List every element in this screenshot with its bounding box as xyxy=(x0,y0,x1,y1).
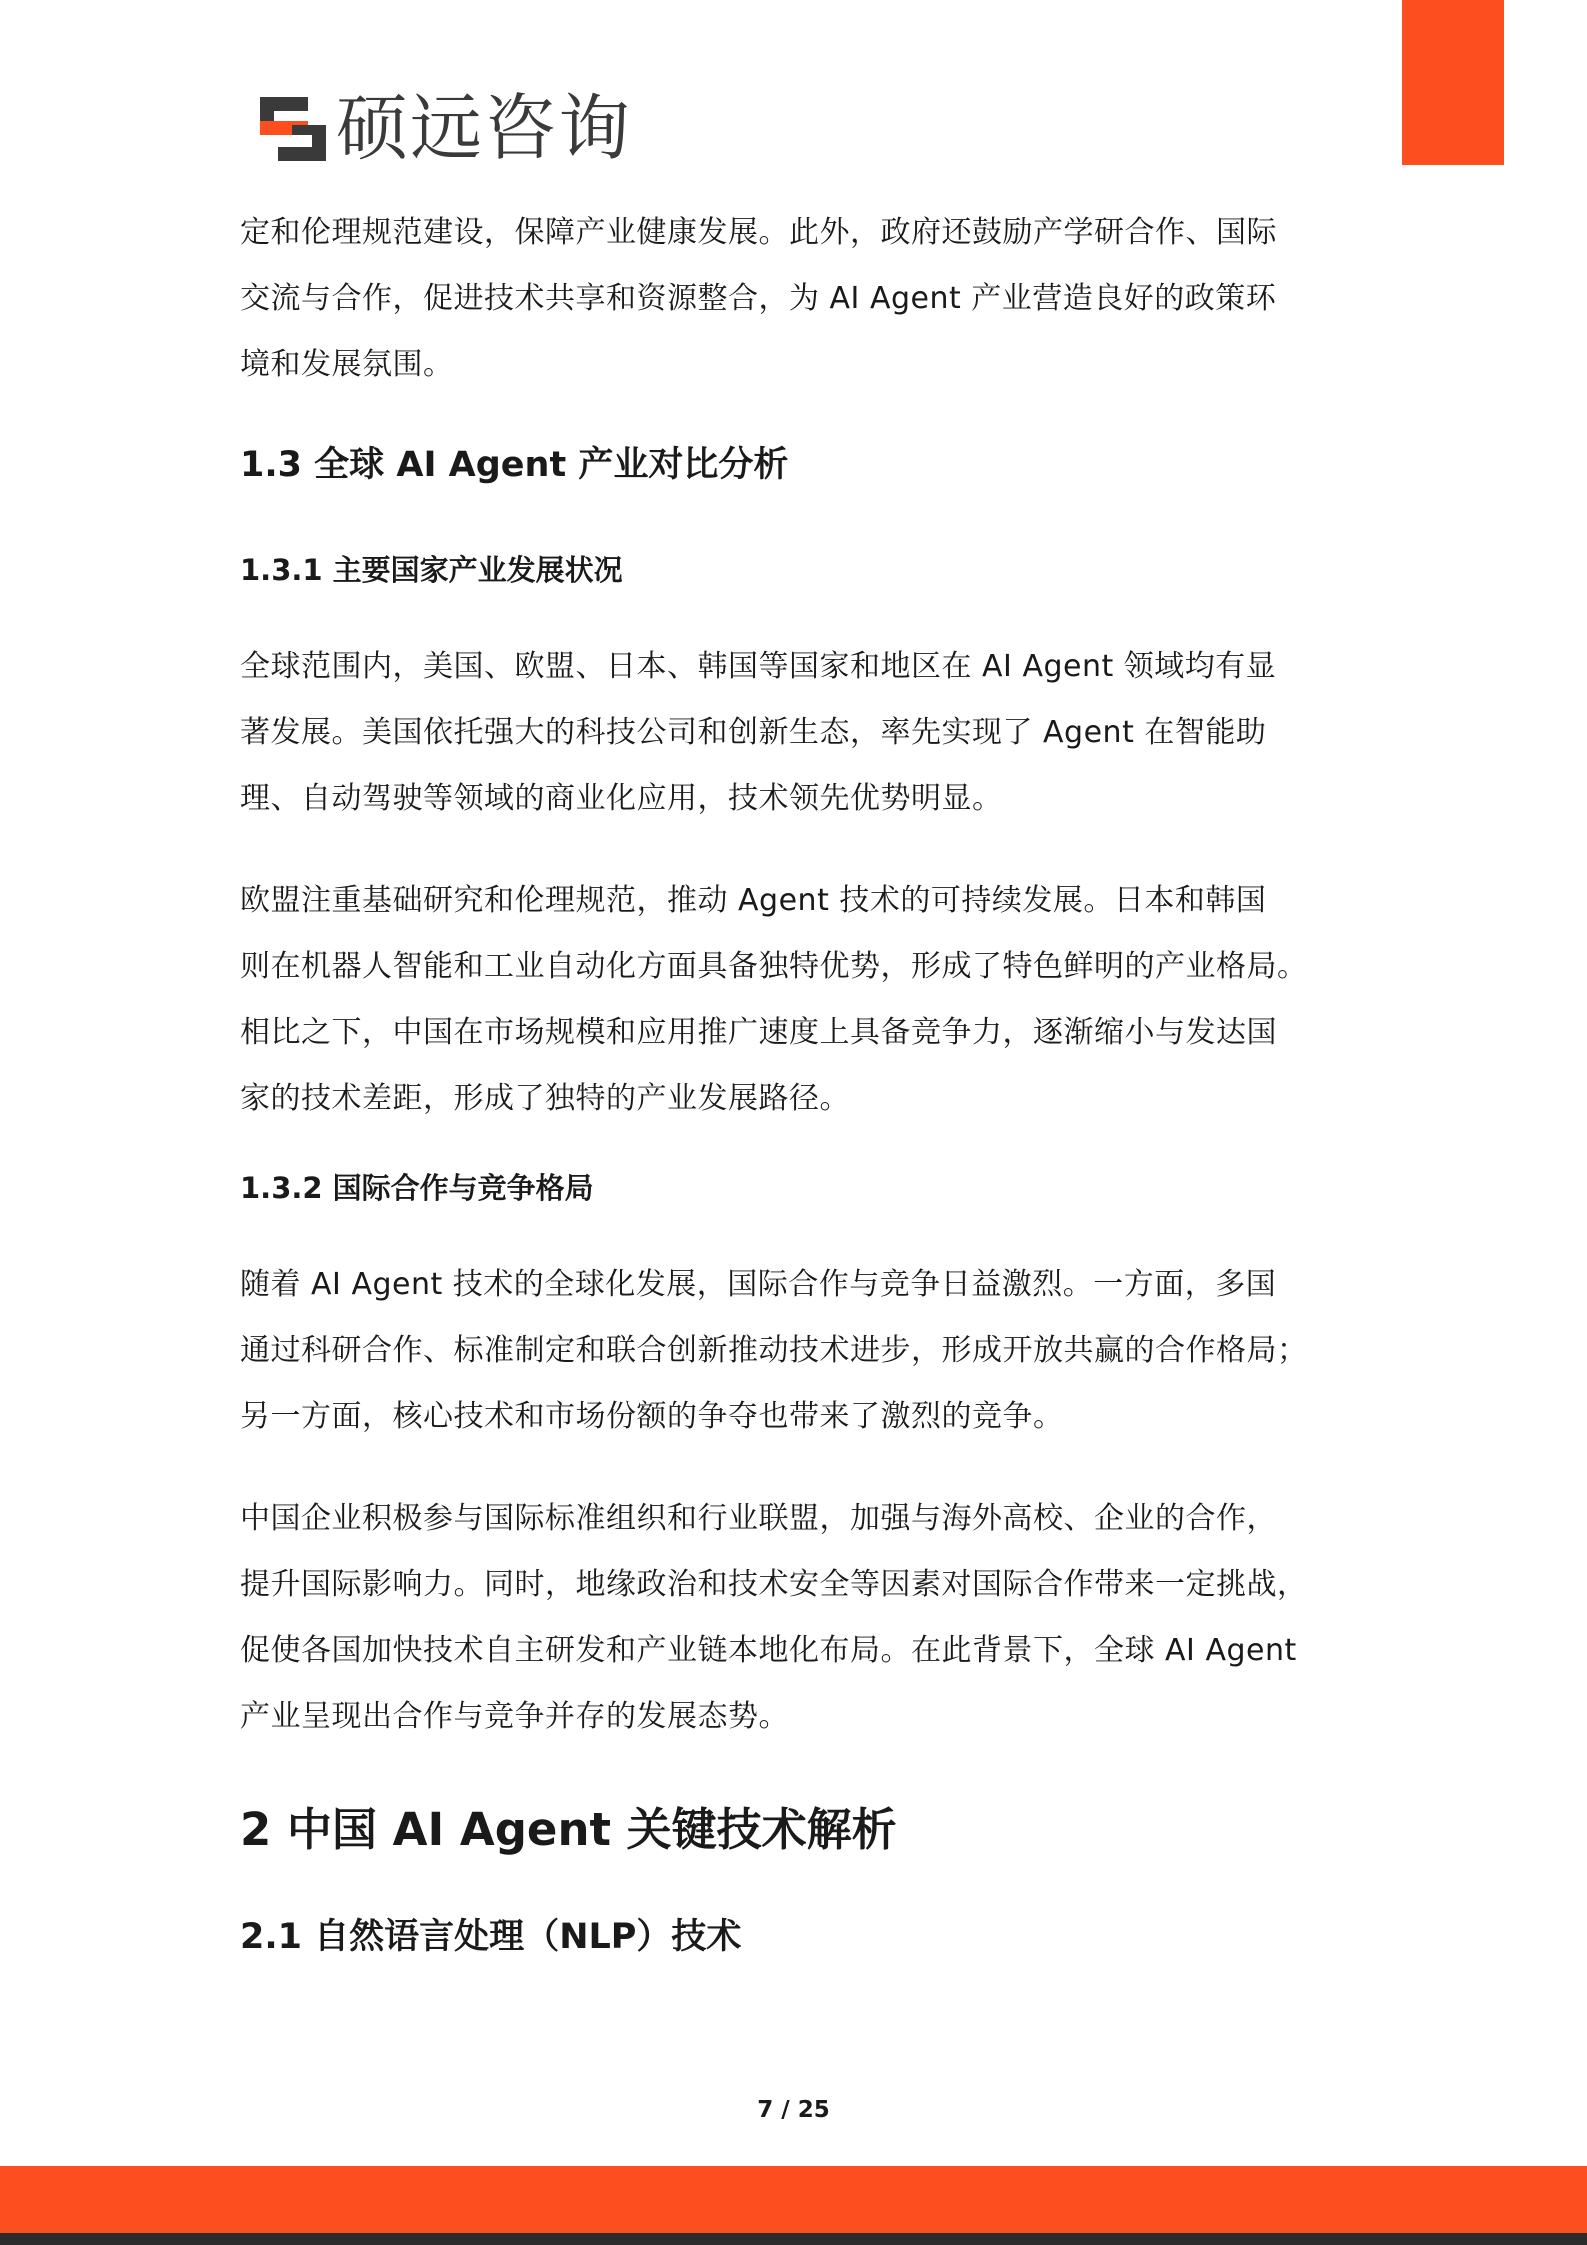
text-line: 相比之下，中国在市场规模和应用推广速度上具备竞争力，逐渐缩小与发达国 xyxy=(240,1015,1277,1050)
text-line: 中国企业积极参与国际标准组织和行业联盟，加强与海外高校、企业的合作， xyxy=(240,1501,1277,1536)
footer-dark-strip xyxy=(0,2233,1587,2245)
subsection-heading-1-3-2: 1.3.2 国际合作与竞争格局 xyxy=(240,1171,594,1205)
text-line: 则在机器人智能和工业自动化方面具备独特优势，形成了特色鲜明的产业格局。 xyxy=(240,949,1308,984)
text-line: 欧盟注重基础研究和伦理规范，推动 Agent 技术的可持续发展。日本和韩国 xyxy=(240,883,1267,918)
footer-accent-bar xyxy=(0,2166,1587,2233)
brand-name: 硕远咨询 xyxy=(336,86,633,170)
intro-paragraph xyxy=(240,200,1350,398)
text-line: 交流与合作，促进技术共享和资源整合，为 AI Agent 产业营造良好的政策环 xyxy=(240,281,1277,316)
text-line: 家的技术差距，形成了独特的产业发展路径。 xyxy=(240,1081,850,1116)
section-heading-2-1: 2.1 自然语言处理（NLP）技术 xyxy=(240,1917,742,1957)
text-line: 随着 AI Agent 技术的全球化发展，国际合作与竞争日益激烈。一方面，多国 xyxy=(240,1267,1277,1302)
text-line: 促使各国加快技术自主研发和产业链本地化布局。在此背景下，全球 AI Agent xyxy=(240,1633,1297,1668)
paragraph-1-3-2-a xyxy=(240,1252,1350,1450)
chapter-heading-2: 2 中国 AI Agent 关键技术解析 xyxy=(240,1803,897,1856)
section-heading-1-3: 1.3 全球 AI Agent 产业对比分析 xyxy=(240,445,789,485)
corner-accent-tab xyxy=(1402,0,1504,165)
page-number: 7 / 25 xyxy=(757,2097,830,2123)
paragraph-1-3-1-a xyxy=(240,634,1350,832)
text-line: 另一方面，核心技术和市场份额的争夺也带来了激烈的竞争。 xyxy=(240,1399,1064,1434)
text-line: 理、自动驾驶等领域的商业化应用，技术领先优势明显。 xyxy=(240,781,1003,816)
paragraph-1-3-2-b xyxy=(240,1486,1350,1750)
text-line: 著发展。美国依托强大的科技公司和创新生态，率先实现了 Agent 在智能助 xyxy=(240,715,1267,750)
text-line: 产业呈现出合作与竞争并存的发展态势。 xyxy=(240,1699,789,1734)
text-line: 全球范围内，美国、欧盟、日本、韩国等国家和地区在 AI Agent 领域均有显 xyxy=(240,649,1277,684)
text-line: 提升国际影响力。同时，地缘政治和技术安全等因素对国际合作带来一定挑战， xyxy=(240,1567,1308,1602)
paragraph-1-3-1-b xyxy=(240,868,1350,1132)
document-content xyxy=(240,200,1350,1962)
brand-mark-icon xyxy=(256,91,330,165)
text-line: 境和发展氛围。 xyxy=(240,347,454,382)
subsection-heading-1-3-1: 1.3.1 主要国家产业发展状况 xyxy=(240,553,623,587)
text-line: 通过科研合作、标准制定和联合创新推动技术进步，形成开放共赢的合作格局； xyxy=(240,1333,1308,1368)
brand-logo xyxy=(256,88,632,168)
text-line: 定和伦理规范建设，保障产业健康发展。此外，政府还鼓励产学研合作、国际 xyxy=(240,215,1277,250)
